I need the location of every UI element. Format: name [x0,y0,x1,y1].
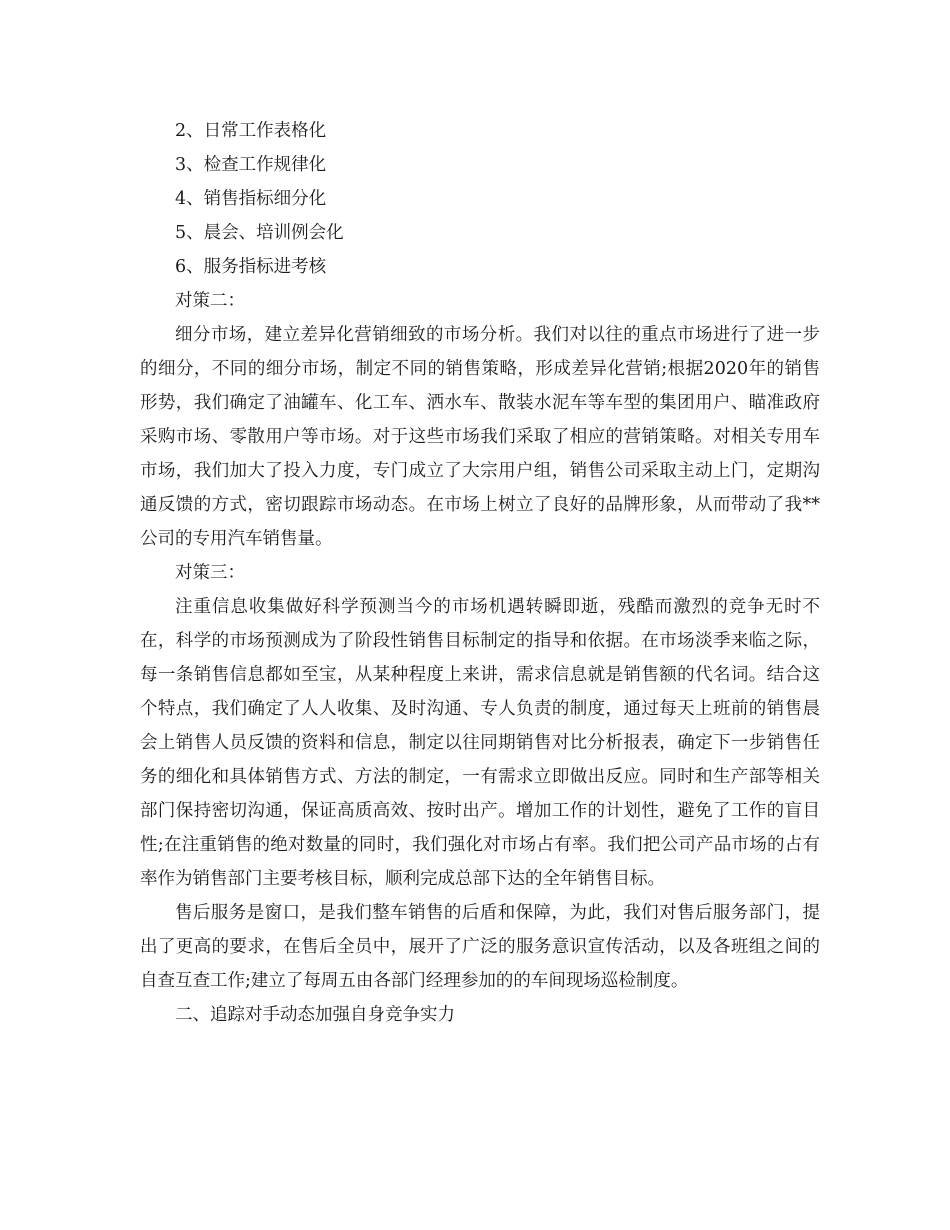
list-item: 2、日常工作表格化 [175,121,327,141]
strategy-two-heading: 对策二： [175,291,245,311]
strategy-two-paragraph: 细分市场，建立差异化营销细致的市场分析。我们对以往的重点市场进行了进一步的细分，不同的细分市场，制定不同的销售策略，形成差异化营销;根据2020年的销售形势，我们确定了油罐车、化工车、洒水车、散装水泥车等车型的集团用户、瞄准政府采购市场、零散用户等市场。对于这些市场我们采取了相应的营销策略。对相关专用车市场，我们加大了投入力度，专门成立了大宗用户组，销售公司采取主动上门，定期沟通反馈的方式，密切跟踪市场动态。在市场上树立了良好的品牌形象，从而带动了我**公司的专用汽车销售量。 [140,325,820,549]
strategy-three-paragraph: 注重信息收集做好科学预测当今的市场机遇转瞬即逝，残酷而激烈的竞争无时不在，科学的市场预测成为了阶段性销售目标制定的指导和依据。在市场淡季来临之际，每一条销售信息都如至宝，从某种程度上来讲，需求信息就是销售额的代名词。结合这个特点，我们确定了人人收集、及时沟通、专人负责的制度，通过每天上班前的销售晨会上销售人员反馈的资料和信息，制定以往同期销售对比分析报表，确定下一步销售任务的细化和具体销售方式、方法的制定，一有需求立即做出反应。同时和生产部等相关部门保持密切沟通，保证高质高效、按时出产。增加工作的计划性，避免了工作的盲目性;在注重销售的绝对数量的同时，我们强化对市场占有率。我们把公司产品市场的占有率作为销售部门主要考核目标，顺利完成总部下达的全年销售目标。 [140,597,820,889]
list-item: 6、服务指标进考核 [175,257,327,277]
list-item: 5、晨会、培训例会化 [175,223,344,243]
section-two-title: 二、追踪对手动态加强自身竞争实力 [175,1005,455,1025]
strategy-three-heading: 对策三： [175,563,245,583]
list-item: 4、销售指标细分化 [175,189,327,209]
list-item: 3、检查工作规律化 [175,155,327,175]
document-page [140,114,820,1032]
after-sales-paragraph: 售后服务是窗口，是我们整车销售的后盾和保障，为此，我们对售后服务部门，提出了更高的要求，在售后全员中，展开了广泛的服务意识宣传活动，以及各班组之间的自查互查工作;建立了每周五由各部门经理参加的的车间现场巡检制度。 [140,903,820,991]
